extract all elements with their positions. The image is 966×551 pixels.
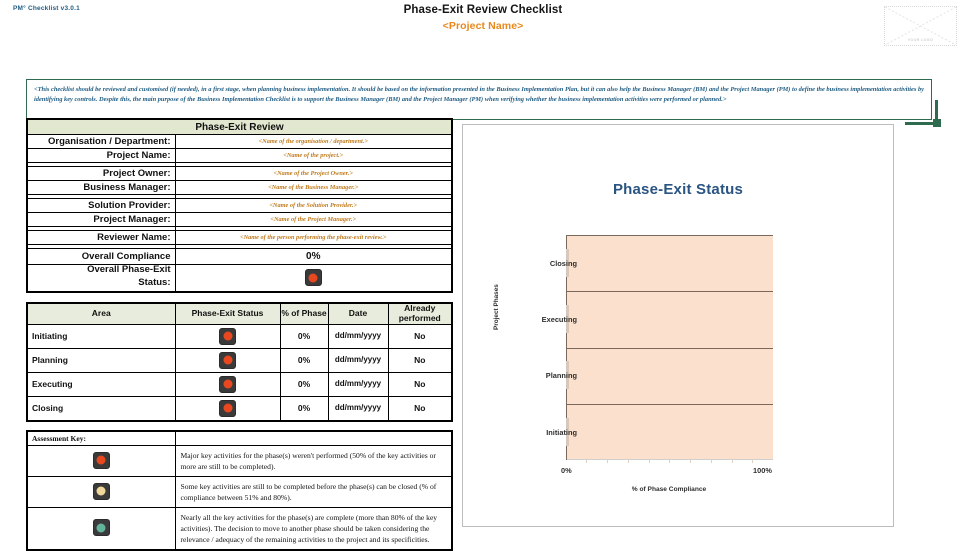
field-value-project-name[interactable]: <Name of the project.> bbox=[175, 149, 452, 163]
cell-date-executing[interactable]: dd/mm/yyyy bbox=[328, 372, 388, 396]
table-row bbox=[27, 213, 452, 227]
page-subtitle: <Project Name> bbox=[442, 20, 524, 32]
table-row bbox=[27, 249, 452, 265]
table-row bbox=[27, 265, 452, 293]
chart-ytick-executing: Executing bbox=[541, 315, 577, 324]
field-value-reviewer-name[interactable]: <Name of the person performing the phase-exit review.> bbox=[175, 231, 452, 245]
status-indicator-red-icon[interactable] bbox=[219, 400, 236, 417]
table-row bbox=[27, 324, 452, 348]
cell-area-closing: Closing bbox=[27, 396, 175, 421]
table-row bbox=[27, 199, 452, 213]
status-indicator-red-icon[interactable] bbox=[219, 376, 236, 393]
table-row bbox=[27, 372, 452, 396]
project-info-table bbox=[26, 118, 453, 293]
instruction-note-text: <This checklist should be reviewed and customised (if needed), in a first stage, when planning business implementation. It should be based on the information presented in the Business Implementation Plan, but it can also help the Business Manager (BM) and the Project Manager (PM) to define the business implementation activities by identifying key controls. Despite this, the main purpose of the Business Implementation Checklist is to support the Business Manager (BM) and the Project Manager (PM) when verifying whether the business implementation activities were performed or planned.> bbox=[34, 86, 924, 103]
cell-status-initiating[interactable] bbox=[175, 324, 280, 348]
assessment-key-text-green: Nearly all the key activities for the phase(s) are complete (more than 80% of the key activities). The decision to move to another phase should be taken considering the relevance / adequacy of the remaining activities to the project and its specificities. bbox=[175, 507, 452, 550]
cell-area-executing: Executing bbox=[27, 372, 175, 396]
column-header-percent-of-phase: % of Phase bbox=[280, 303, 328, 324]
status-indicator-red-icon[interactable] bbox=[219, 328, 236, 345]
field-label-overall-compliance: Overall Compliance bbox=[27, 249, 175, 265]
cell-percent-closing: 0% bbox=[280, 396, 328, 421]
field-label-project-owner: Project Owner: bbox=[27, 167, 175, 181]
table-row bbox=[27, 119, 452, 135]
cell-area-initiating: Initiating bbox=[27, 324, 175, 348]
cell-percent-planning: 0% bbox=[280, 348, 328, 372]
table-row bbox=[27, 149, 452, 163]
instruction-note bbox=[26, 79, 932, 120]
field-label-solution-provider: Solution Provider: bbox=[27, 199, 175, 213]
field-label-project-name: Project Name: bbox=[27, 149, 175, 163]
assessment-key-text-red: Major key activities for the phase(s) weren't performed (50% of the key activities or more are still to be completed). bbox=[175, 445, 452, 476]
table-row bbox=[27, 431, 452, 446]
field-value-organisation[interactable]: <Name of the organisation / department.> bbox=[175, 135, 452, 149]
info-band-title: Phase-Exit Review bbox=[27, 119, 452, 135]
field-label-reviewer-name: Reviewer Name: bbox=[27, 231, 175, 245]
cell-date-planning[interactable]: dd/mm/yyyy bbox=[328, 348, 388, 372]
chart-x-axis-label: % of Phase Compliance bbox=[631, 486, 707, 493]
overall-status-label-line1: Overall Phase-Exit bbox=[87, 263, 171, 275]
phase-area-table bbox=[26, 302, 453, 422]
field-value-project-owner[interactable]: <Name of the Project Owner.> bbox=[175, 167, 452, 181]
cell-percent-initiating: 0% bbox=[280, 324, 328, 348]
table-row bbox=[27, 135, 452, 149]
table-row bbox=[27, 445, 452, 476]
field-value-overall-compliance: 0% bbox=[175, 249, 452, 265]
cell-already-initiating[interactable]: No bbox=[388, 324, 452, 348]
status-indicator-red-icon[interactable] bbox=[219, 352, 236, 369]
chart-plot-area bbox=[566, 235, 773, 460]
phase-exit-status-chart bbox=[462, 124, 894, 527]
status-indicator-amber-icon bbox=[93, 483, 110, 500]
field-value-project-manager[interactable]: <Name of the Project Manager.> bbox=[175, 213, 452, 227]
assessment-key-swatch-amber bbox=[27, 476, 175, 507]
table-row bbox=[27, 348, 452, 372]
field-value-business-manager[interactable]: <Name of the Business Manager.> bbox=[175, 181, 452, 195]
table-row bbox=[27, 231, 452, 245]
cell-already-executing[interactable]: No bbox=[388, 372, 452, 396]
table-header-row bbox=[27, 303, 452, 324]
cell-already-closing[interactable]: No bbox=[388, 396, 452, 421]
field-label-overall-status bbox=[27, 265, 175, 293]
cell-already-planning[interactable]: No bbox=[388, 348, 452, 372]
assessment-key-title-spacer bbox=[175, 431, 452, 446]
chart-xtick-min: 0% bbox=[561, 466, 572, 475]
assessment-key-text-amber: Some key activities are still to be completed before the phase(s) can be closed (% of compliance between 51% and 80%). bbox=[175, 476, 452, 507]
column-header-date: Date bbox=[328, 303, 388, 324]
chart-ytick-planning: Planning bbox=[545, 371, 577, 380]
left-column bbox=[26, 118, 453, 551]
field-value-solution-provider[interactable]: <Name of the Solution Provider.> bbox=[175, 199, 452, 213]
field-label-project-manager: Project Manager: bbox=[27, 213, 175, 227]
table-row bbox=[27, 396, 452, 421]
chart-gridline bbox=[567, 404, 773, 405]
table-row bbox=[27, 181, 452, 195]
assessment-key-swatch-red bbox=[27, 445, 175, 476]
chart-y-axis-label: Project Phases bbox=[493, 284, 500, 330]
column-header-phase-exit-status: Phase-Exit Status bbox=[175, 303, 280, 324]
field-label-organisation: Organisation / Department: bbox=[27, 135, 175, 149]
table-row bbox=[27, 476, 452, 507]
overall-status-label-line2: Status: bbox=[138, 277, 171, 288]
cell-status-executing[interactable] bbox=[175, 372, 280, 396]
chart-minor-ticks bbox=[566, 459, 772, 463]
cell-status-closing[interactable] bbox=[175, 396, 280, 421]
column-header-already-performed: Already performed bbox=[388, 303, 452, 324]
chart-xtick-max: 100% bbox=[753, 466, 772, 475]
app-version-tag: PM° Checklist v3.0.1 bbox=[13, 5, 80, 12]
column-header-area: Area bbox=[27, 303, 175, 324]
assessment-key-table bbox=[26, 430, 453, 551]
logo-placeholder bbox=[884, 6, 957, 46]
cell-area-planning: Planning bbox=[27, 348, 175, 372]
status-indicator-green-icon bbox=[93, 519, 110, 536]
field-label-business-manager: Business Manager: bbox=[27, 181, 175, 195]
page-title: Phase-Exit Review Checklist bbox=[403, 4, 563, 16]
field-value-overall-status[interactable] bbox=[175, 265, 452, 293]
note-marker-square bbox=[933, 119, 941, 127]
status-indicator-red-icon bbox=[93, 452, 110, 469]
assessment-key-swatch-green bbox=[27, 507, 175, 550]
cell-date-initiating[interactable]: dd/mm/yyyy bbox=[328, 324, 388, 348]
cell-date-closing[interactable]: dd/mm/yyyy bbox=[328, 396, 388, 421]
chart-ytick-initiating: Initiating bbox=[546, 428, 577, 437]
cell-percent-executing: 0% bbox=[280, 372, 328, 396]
chart-title: Phase-Exit Status bbox=[612, 181, 744, 198]
status-indicator-red-icon[interactable] bbox=[305, 269, 322, 286]
chart-ytick-closing: Closing bbox=[549, 259, 577, 268]
cell-status-planning[interactable] bbox=[175, 348, 280, 372]
table-row bbox=[27, 507, 452, 550]
assessment-key-title: Assessment Key: bbox=[27, 431, 175, 446]
chart-gridline bbox=[567, 348, 773, 349]
logo-placeholder-label: YOUR LOGO bbox=[907, 38, 934, 42]
chart-gridline bbox=[567, 291, 773, 292]
table-row bbox=[27, 167, 452, 181]
chart-gridline bbox=[567, 235, 773, 236]
